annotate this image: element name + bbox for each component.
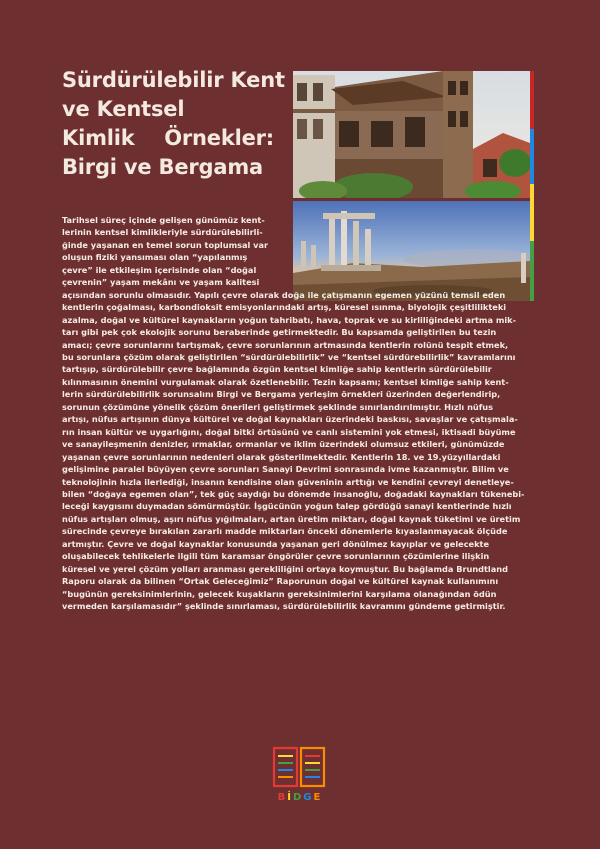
abstract-text [62,214,534,613]
abstract-line: Tarihsel süreç içinde gelişen günümüz kent- [62,215,265,225]
logo-letter: D [292,792,304,803]
abstract-line: ğinde yaşanan en temel sorun toplumsal var [62,239,269,250]
title-line-3b: Örnekler: [164,126,274,150]
abstract-line: gelişimine paralel büyüyen çevre sorunları Sanayi Devrimi sonrasında ivme kazanmıştır. Bilim ve [62,464,509,475]
abstract-line: “bugünün gereksinimlerinin, gelecek kuşakların gereksinimlerini karşılama olanağından ödün [62,588,497,599]
abstract-line: amacı; çevre sorunlarını tartışmak, çevre sorunlarının artmasında kentlerin rolünü tespit etmek, [62,339,509,350]
cover-title [62,66,285,182]
accent-stripe-red [530,71,534,129]
abstract-line: ve sanayileşmenin denizler, ırmaklar, ormanlar ve iklim üzerindeki olumsuz etkileri, günümüzde [62,439,505,450]
abstract-line: sürecinde çevreye bırakılan zararlı madde miktarları önceki dönemlerle kıyaslanmayacak ölçüde [62,526,508,537]
title-line-2: ve Kentsel [62,97,185,121]
abstract-line: çevrenin” yaşam mekânı ve yaşam kalitesi [62,277,260,288]
logo-letter: E [313,792,323,803]
abstract-line: kentlerin çoğalması, karbondioksit emisyonlarındaki artış, küresel ısınma, biyolojik çeşitlilikteki [62,302,507,313]
abstract-line: açısından sorunlu olmasıdır. Yapılı çevre olarak doğa ile çatışmanın egemen yüzünü temsil eden [62,289,506,300]
abstract-line: artışı, nüfus artışının dünya kültürel ve doğal kaynakları üzerindeki baskısı, savaşlar ve çatışmala- [62,414,518,425]
abstract-line: bilen “doğaya egemen olan”, tek güç saydığı bu dönemde insanoğlu, doğadaki kaynakları tükenebi- [62,488,525,499]
abstract-line: oluşabilecek tehlikelerle ilgili tüm karamsar öngörüler çevre sorunlarının çözümlerine ilişkin [62,551,490,562]
abstract-line: Raporu olarak da bilinen “Ortak Geleceğimiz” Raporunun doğal ve kültürel kaynak kullanımını [62,576,499,587]
title-line-3 [62,124,274,153]
abstract-line: nüfus artışları olmuş, aşırı nüfus yığılmaları, artan üretim miktarı, doğal kaynak tüketimi ve üretim [62,513,521,524]
abstract-line: tarı gibi pek çok ekolojik sorunu beraberinde getirmektedir. Bu kapsamda geliştirilen bu tezin [62,327,497,338]
abstract-line: lerin sürdürülebilirlik sorunsalını Birgi ve Bergama yerleşim örnekleri üzerinden değerlendirip, [62,389,501,400]
title-line-3a: Kimlik [62,126,135,150]
abstract-line: yaşanan çevre sorunlarının nedenleri olarak gösterilmektedir. Kentlerin 18. ve 19.yüzyıllardaki [62,451,501,462]
abstract-line: artmıştır. Çevre ve doğal kaynaklar konusunda yaşanan geri dönülmez kayıplar ve gelecekte [62,538,490,549]
abstract-line: teknolojinin hızla ilerlediği, insanın kendisine olan güveninin arttığı ve kendini çevreyi denetleye- [62,476,514,487]
abstract-line: çevre” ile etkileşim içerisinde olan “doğal [62,264,257,275]
abstract-line: vermeden karşılamasıdır” şeklinde sınırlaması, sürdürülebilirlik kavramını gündeme getirmiştir. [62,601,506,612]
open-book-icon [271,746,327,790]
abstract-line: lerinin kentsel kimlikleriyle sürdürülebilirli- [62,227,263,238]
abstract-line: tartışıp, sürdürülebilir çevre bağlamında özgün kentsel kimliğe sahip kentlerin sürdürülebilir [62,364,492,375]
abstract-line: kılınmasının önemini vurgulamak olarak özetlenebilir. Tezin kapsamı; kentsel kimliğe sahip kent- [62,376,509,387]
abstract-line: azalma, doğal ve kültürel kaynakların yoğun tahribatı, hava, toprak ve su kirliliğindeki artma mik- [62,314,517,325]
logo-letter: G [303,792,314,803]
abstract-line: sorunun çözümüne yönelik çözüm önerileri geliştirmek şeklinde sınırlandırılmıştır. Hızlı nüfus [62,401,493,412]
logo-letter: İ [287,792,293,803]
abstract-line: küresel ve yerel çözüm yolları aranması gerekliliğini ortaya koymuştur. Bu bağlamda Brundtland [62,563,508,574]
accent-stripe-blue [530,129,534,184]
abstract-line: oluşun fiziki yansıması olan “yapılanmış [62,252,248,263]
bidge-logo-text [270,792,330,803]
abstract-line: bu sorunlara çözüm olarak geliştirilen “sürdürülebilirlik” ve “kentsel sürdürebilirlik” kavramlarını [62,351,516,362]
title-line-4: Birgi ve Bergama [62,155,264,179]
abstract-line: leceği kaygısını duymadan sömürmüştür. İşgücünün yoğun talep gördüğü sanayi kentlerinde hızlı [62,501,512,512]
birgi-houses-photo [293,71,530,198]
abstract-line: rın insan kültür ve uygarlığını, doğal bitki örtüsünü ve canlı sistemini yok etmesi, iktisadi büyüme [62,426,516,437]
title-line-1: Sürdürülebilir Kent [62,68,285,92]
logo-letter: B [277,792,288,803]
